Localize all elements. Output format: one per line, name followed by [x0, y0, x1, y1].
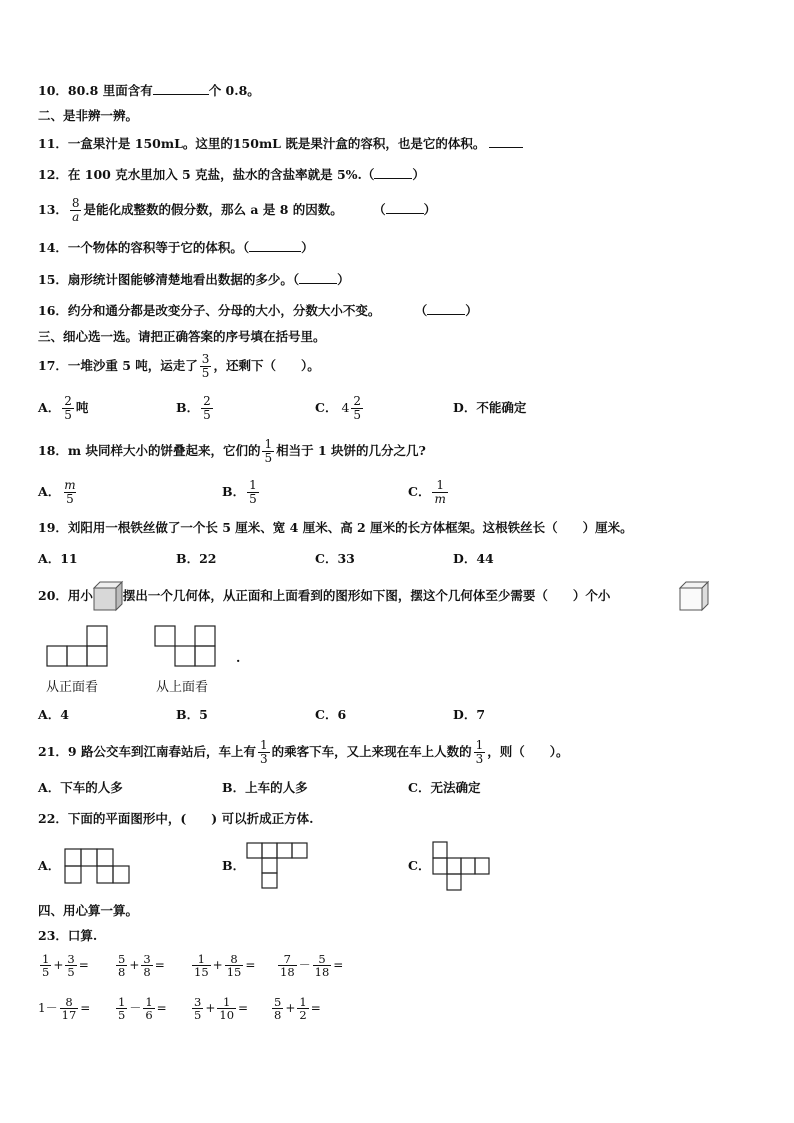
numerator: 3: [67, 952, 75, 966]
calc-item[interactable]: [38, 996, 90, 1021]
q19-option-b[interactable]: B．22: [176, 551, 217, 566]
whole-number: 1: [38, 1001, 46, 1015]
paren-close: ）: [337, 272, 350, 287]
q22-option-c-label[interactable]: C．: [408, 858, 431, 873]
fraction: [258, 739, 270, 766]
q19-option-c[interactable]: C．33: [315, 551, 355, 566]
q18-text: 18．m 块同样大小的饼叠起来，它们的: [38, 443, 261, 458]
denominator: 5: [67, 965, 75, 979]
denominator: 18: [314, 965, 330, 979]
question-17: [38, 350, 320, 382]
operator: +: [212, 958, 223, 972]
denominator: 18: [280, 965, 295, 979]
question-15: [38, 271, 350, 288]
fraction: [201, 395, 213, 422]
q14-text: 14．一个物体的容积等于它的体积。（: [38, 240, 250, 255]
q10-text: 10．80.8 里面含有: [38, 83, 153, 98]
q21-text-end: ，则（ ）。: [487, 744, 569, 759]
paren-close: ）: [412, 167, 425, 182]
option-label: C．: [315, 400, 338, 415]
fraction: [432, 479, 447, 506]
paren-close: ）: [423, 202, 437, 217]
denominator: 5: [194, 1008, 202, 1022]
q13-number: 13．: [38, 202, 68, 217]
q20-option-c[interactable]: C．6: [315, 707, 347, 722]
question-19: 19．刘阳用一根铁丝做了一个长 5 厘米、宽 4 厘米、高 2 厘米的长方体框架。这根铁丝长（ ）厘米。: [38, 520, 633, 535]
answer-blank[interactable]: [386, 201, 424, 214]
numerator: 1: [436, 478, 444, 492]
q16-text: 16．约分和通分都是改变分子、分母的大小，分数大小不变。: [38, 303, 381, 318]
denominator: m: [434, 492, 446, 506]
question-18: [38, 435, 426, 467]
question-16: [38, 302, 478, 319]
option-label: C．: [408, 484, 431, 499]
numerator: 5: [118, 952, 126, 966]
denominator: 2: [299, 1008, 307, 1022]
denominator: 15: [226, 965, 242, 979]
q22-option-b-label[interactable]: B．: [222, 858, 246, 873]
operator: －: [45, 1001, 58, 1015]
numerator: 1: [475, 738, 484, 752]
calc-item[interactable]: [114, 953, 165, 978]
numerator: 2: [203, 394, 211, 408]
fraction: [62, 479, 77, 506]
equals-sign: =: [154, 958, 165, 972]
numerator: 1: [197, 952, 205, 966]
q20-text-mid: 摆出一个几何体，从正面和上面看到的图形如下图，摆这个几何体至少需要（ ）个小: [122, 588, 611, 603]
option-label: A．: [38, 484, 61, 499]
equals-sign: =: [156, 1001, 167, 1015]
unit: 吨: [75, 400, 89, 415]
q22-option-a-label[interactable]: A．: [38, 858, 61, 873]
denominator: 5: [353, 408, 362, 422]
q17-option-c[interactable]: [315, 392, 365, 424]
denominator: 5: [118, 1008, 126, 1022]
numerator: m: [64, 478, 76, 492]
net-figure-b: [246, 842, 310, 890]
equals-sign: =: [245, 958, 256, 972]
option-label: B．: [222, 484, 246, 499]
denominator: 3: [259, 752, 268, 766]
operator: +: [285, 1001, 296, 1015]
question-11: [38, 135, 523, 152]
fraction: [351, 395, 363, 422]
operator: +: [205, 1001, 216, 1015]
q17-option-b[interactable]: [176, 392, 215, 424]
fraction: [200, 353, 212, 380]
calc-item[interactable]: [38, 953, 89, 978]
equals-sign: =: [80, 1001, 91, 1015]
denominator: 3: [475, 752, 484, 766]
cube-icon: [678, 580, 710, 612]
numerator: 1: [223, 995, 231, 1009]
denominator: 8: [274, 1008, 282, 1022]
denominator: 8: [143, 965, 151, 979]
q15-text: 15．扇形统计图能够清楚地看出数据的多少。（: [38, 272, 300, 287]
paren-close: ）: [465, 303, 478, 318]
numerator: 5: [318, 952, 326, 966]
answer-blank[interactable]: [489, 135, 523, 148]
q21-option-c[interactable]: C．无法确定: [408, 780, 481, 795]
caption-top-view: 从上面看: [156, 680, 209, 695]
numerator: 1: [264, 437, 273, 451]
question-12: [38, 166, 425, 183]
numerator: 2: [353, 394, 362, 408]
numerator: 1: [118, 995, 126, 1009]
q21-option-a[interactable]: A．下车的人多: [38, 780, 123, 795]
caption-front-view: 从正面看: [46, 680, 99, 695]
equals-sign: =: [78, 958, 89, 972]
fraction: [62, 395, 74, 422]
operator: +: [129, 958, 140, 972]
answer-blank[interactable]: [153, 82, 209, 95]
paren-open: （: [414, 303, 428, 318]
q10-text-end: 个 0.8。: [208, 83, 260, 98]
q18-option-a[interactable]: [38, 476, 80, 508]
denominator: 5: [66, 492, 74, 506]
numerator: 1: [249, 478, 257, 492]
section-2-heading: 二、是非辨一辨。: [38, 108, 139, 123]
fraction: [262, 438, 274, 465]
question-13: [38, 195, 436, 225]
q21-option-b[interactable]: B．上车的人多: [222, 780, 308, 795]
numerator: 7: [283, 952, 291, 966]
front-view-figure: [46, 624, 110, 668]
numerator: 1: [299, 995, 307, 1009]
operator: －: [298, 958, 311, 972]
q17-option-a[interactable]: [38, 392, 88, 424]
numerator: 8: [230, 952, 238, 966]
numerator: 1: [145, 995, 153, 1009]
net-figure-a: [64, 848, 132, 886]
q17-option-d[interactable]: [453, 400, 526, 416]
q20-option-d[interactable]: D．7: [453, 707, 486, 722]
numerator: 3: [143, 952, 151, 966]
option-text: 不能确定: [476, 400, 527, 415]
option-label: A．: [38, 400, 61, 415]
q13-text: 是能化成整数的假分数，那么 a 是 8 的因数。: [83, 202, 343, 217]
denominator: 10: [219, 1008, 235, 1022]
section-4-heading: 四、用心算一算。: [38, 903, 139, 918]
calc-item[interactable]: [114, 996, 167, 1021]
denominator: 5: [264, 451, 273, 465]
answer-blank[interactable]: [299, 271, 337, 284]
paren-close: ）: [301, 240, 314, 255]
denominator: 5: [249, 492, 257, 506]
q11-text: 11．一盒果汁是 150mL。这里的150mL 既是果汁盒的容积，也是它的体积。: [38, 136, 486, 151]
top-view-figure: [154, 624, 218, 668]
equals-sign: =: [238, 1001, 249, 1015]
equals-sign: =: [310, 1001, 321, 1015]
q19-option-a[interactable]: A．11: [38, 551, 78, 566]
answer-blank[interactable]: [374, 166, 412, 179]
calc-item[interactable]: [190, 953, 255, 978]
question-22: 22．下面的平面图形中，( ) 可以折成正方体.: [38, 811, 314, 826]
denominator-value: a: [72, 210, 80, 224]
question-21: [38, 736, 569, 768]
net-figure-c: [432, 840, 496, 892]
answer-blank[interactable]: [427, 302, 465, 315]
q18-option-c[interactable]: [408, 476, 450, 508]
operator: +: [53, 958, 64, 972]
calc-item[interactable]: [190, 996, 248, 1021]
denominator: 8: [118, 965, 126, 979]
denominator: 17: [61, 1008, 77, 1022]
q18-text-end: 相当于 1 块饼的几分之几?: [276, 443, 426, 458]
trailing-dot: .: [236, 650, 241, 665]
option-label: B．: [176, 400, 200, 415]
fraction: [70, 197, 82, 224]
denominator: 5: [42, 965, 50, 979]
q21-text: 21．9 路公交车到江南春站后，车上有: [38, 744, 256, 759]
q20-option-b[interactable]: B．5: [176, 707, 208, 722]
equals-sign: =: [333, 958, 344, 972]
denominator: 5: [203, 408, 211, 422]
question-10: [38, 82, 260, 99]
q12-text: 12．在 100 克水里加入 5 克盐，盐水的含盐率就是 5%.（: [38, 167, 375, 182]
numerator: 3: [194, 995, 202, 1009]
question-23: 23．口算.: [38, 928, 98, 943]
q17-text-end: ，还剩下（ ）。: [213, 358, 320, 373]
denominator: 5: [64, 408, 72, 422]
q21-text-mid: 的乘客下车，又上来现在车上人数的: [271, 744, 472, 759]
numerator: 3: [201, 352, 210, 366]
answer-blank[interactable]: [249, 239, 301, 252]
numerator: 2: [64, 394, 72, 408]
numerator: 1: [259, 738, 268, 752]
q18-option-b[interactable]: [222, 476, 261, 508]
fraction: [474, 739, 486, 766]
section-3-heading: 三、细心选一选。请把正确答案的序号填在括号里。: [38, 329, 326, 344]
q20-text: 20．用小: [38, 588, 93, 603]
q19-option-d[interactable]: D．44: [453, 551, 494, 566]
denominator: [70, 210, 81, 224]
cube-icon: [92, 580, 124, 612]
denominator: 6: [145, 1008, 153, 1022]
denominator: 5: [201, 366, 210, 380]
denominator: 15: [194, 965, 209, 979]
q17-text: 17．一堆沙重 5 吨，运走了: [38, 358, 198, 373]
operator: －: [129, 1001, 142, 1015]
numerator: 1: [42, 952, 50, 966]
numerator: 8: [65, 995, 73, 1009]
paren-open: （: [373, 202, 386, 217]
numerator: 8: [71, 196, 80, 210]
whole-number: 4: [341, 400, 350, 415]
calc-item[interactable]: [270, 996, 321, 1021]
fraction: [247, 479, 259, 506]
calc-item[interactable]: [276, 953, 343, 978]
numerator: 5: [274, 995, 282, 1009]
question-14: [38, 239, 314, 256]
option-label: D．: [453, 400, 477, 415]
q20-option-a[interactable]: A．4: [38, 707, 69, 722]
